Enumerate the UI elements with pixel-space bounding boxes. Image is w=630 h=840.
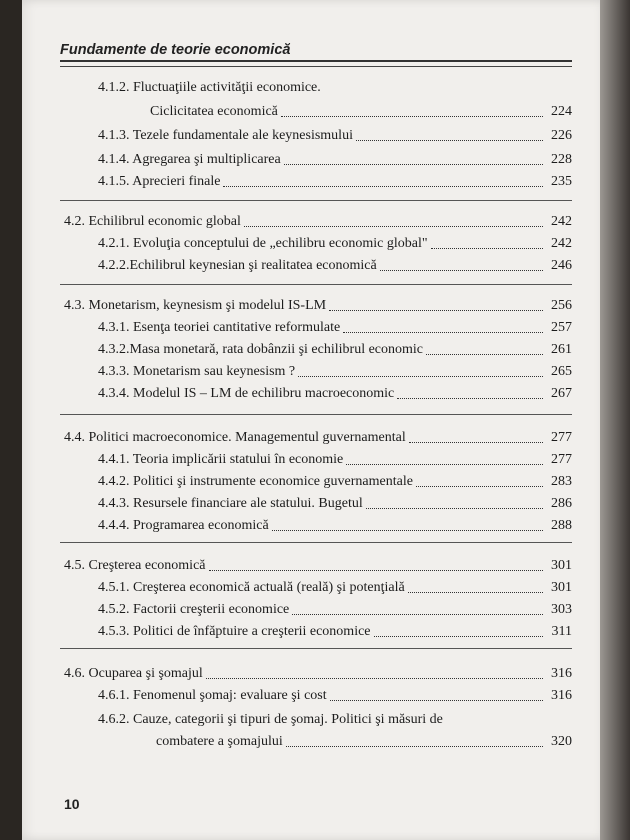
dot-leader <box>343 331 543 333</box>
toc-entry-4-1-2 <box>150 102 572 122</box>
toc-page-number: 286 <box>551 496 572 511</box>
dot-leader <box>416 485 543 487</box>
toc-entry-4-5 <box>64 556 572 576</box>
toc-page-number: 267 <box>551 386 572 401</box>
toc-entry-4-3-3 <box>98 362 572 382</box>
toc-entry-4-6-1 <box>98 686 572 706</box>
toc-entry-4-5-2 <box>98 600 572 620</box>
section-divider <box>60 284 572 285</box>
header-rule <box>60 60 572 62</box>
toc-page-number: 261 <box>551 342 572 357</box>
toc-entry-title: 4.1.5. Aprecieri finale <box>98 174 221 189</box>
toc-page-number: 277 <box>551 430 572 445</box>
toc-entry-4-3-4 <box>98 384 572 404</box>
toc-entry-4-2-1 <box>98 234 572 254</box>
toc-entry-title: 4.3.4. Modelul IS – LM de echilibru macroeconomic <box>98 386 395 401</box>
dot-leader <box>272 529 543 531</box>
toc-entry-title: 4.6. Ocuparea şi şomajul <box>64 666 203 681</box>
page-number: 10 <box>64 796 80 812</box>
toc-entry-4-2-2 <box>98 256 572 276</box>
toc-entry-4-2 <box>64 212 572 232</box>
toc-entry-4-4-4 <box>98 516 572 536</box>
toc-entry-title: 4.1.3. Tezele fundamentale ale keynesismului <box>98 128 353 143</box>
toc-entry-title: 4.3. Monetarism, keynesism şi modelul IS-LM <box>64 298 327 313</box>
toc-entry-title: 4.1.4. Agregarea şi multiplicarea <box>98 152 281 167</box>
dot-leader <box>431 247 543 249</box>
toc-entry-title: 4.4.1. Teoria implicării statului în economie <box>98 452 344 467</box>
section-divider <box>60 648 572 649</box>
dot-leader <box>298 375 543 377</box>
toc-entry-title: 4.5.3. Politici de înfăptuire a creşterii economice <box>98 624 371 639</box>
dot-leader <box>281 115 543 117</box>
toc-page-number: 303 <box>551 602 572 617</box>
dot-leader <box>356 139 543 141</box>
toc-page-number: 235 <box>551 174 572 189</box>
dot-leader <box>380 269 543 271</box>
dot-leader <box>374 635 543 637</box>
toc-entry-4-4 <box>64 428 572 448</box>
dot-leader <box>330 699 543 701</box>
dot-leader <box>223 185 543 187</box>
dot-leader <box>286 745 543 747</box>
toc-page-number: 256 <box>551 298 572 313</box>
dot-leader <box>209 569 544 571</box>
toc-entry-title: 4.2.2.Echilibrul keynesian şi realitatea economică <box>98 258 377 273</box>
dot-leader <box>206 677 543 679</box>
toc-entry-4-3 <box>64 296 572 316</box>
toc-entry-title: 4.4.3. Resursele financiare ale statului. Bugetul <box>98 496 363 511</box>
toc-page-number: 277 <box>551 452 572 467</box>
toc-page-number: 246 <box>551 258 572 273</box>
section-divider <box>60 414 572 415</box>
dot-leader <box>426 353 543 355</box>
toc-entry-4-3-2 <box>98 340 572 360</box>
toc-page-number: 316 <box>551 688 572 703</box>
toc-entry-title: 4.3.2.Masa monetară, rata dobânzii şi echilibrul economic <box>98 342 424 357</box>
toc-entry-4-6 <box>64 664 572 684</box>
toc-page-number: 224 <box>551 104 572 119</box>
dot-leader <box>292 613 543 615</box>
toc-page-number: 283 <box>551 474 572 489</box>
toc-entry-4-1-4 <box>98 150 572 170</box>
toc-entry-title: 4.5. Creşterea economică <box>64 558 206 573</box>
toc-entry-title: Ciclicitatea economică <box>150 104 278 119</box>
dot-leader <box>366 507 543 509</box>
toc-entry-4-6-2-line1: 4.6.2. Cauze, categorii şi tipuri de şomaj. Politici şi măsuri de <box>98 712 443 727</box>
toc-entry-4-4-3 <box>98 494 572 514</box>
toc-entry-title: 4.4. Politici macroeconomice. Managementul guvernamental <box>64 430 406 445</box>
toc-entry-4-5-3 <box>98 622 572 642</box>
dot-leader <box>397 397 543 399</box>
toc-entry-title: 4.2.1. Evoluţia conceptului de „echilibru economic global" <box>98 236 428 251</box>
dot-leader <box>329 309 543 311</box>
toc-entry-4-1-3 <box>98 126 572 146</box>
toc-entry-title: 4.4.2. Politici şi instrumente economice guvernamentale <box>98 474 413 489</box>
toc-page-number: 228 <box>551 152 572 167</box>
toc-entry-4-4-2 <box>98 472 572 492</box>
toc-entry-title: 4.6.1. Fenomenul şomaj: evaluare şi cost <box>98 688 327 703</box>
dot-leader <box>409 441 543 443</box>
toc-page-number: 320 <box>551 734 572 749</box>
dot-leader <box>408 591 543 593</box>
toc-page-number: 226 <box>551 128 572 143</box>
toc-entry-title: 4.4.4. Programarea economică <box>98 518 269 533</box>
toc-page-number: 288 <box>551 518 572 533</box>
section-divider <box>60 200 572 201</box>
header-rule-thin <box>60 66 572 67</box>
dot-leader <box>244 225 543 227</box>
page-edge-shadow <box>600 0 630 840</box>
toc-entry-4-6-2 <box>156 732 572 752</box>
toc-page-number: 265 <box>551 364 572 379</box>
toc-entry-title: 4.3.1. Esenţa teoriei cantitative reformulate <box>98 320 341 335</box>
toc-page-number: 257 <box>551 320 572 335</box>
toc-page-number: 301 <box>551 558 572 573</box>
toc-page-number: 316 <box>551 666 572 681</box>
toc-page-number: 242 <box>551 236 572 251</box>
toc-page-number: 242 <box>551 214 572 229</box>
toc-entry-4-5-1 <box>98 578 572 598</box>
toc-entry-title: combatere a şomajului <box>156 734 283 749</box>
toc-entry-title: 4.5.1. Creşterea economică actuală (reală) şi potenţială <box>98 580 405 595</box>
dot-leader <box>284 163 543 165</box>
toc-entry-4-1-2-line1: 4.1.2. Fluctuaţiile activităţii economice. <box>98 80 321 95</box>
toc-page-number: 311 <box>551 624 572 639</box>
toc-entry-title: 4.5.2. Factorii creşterii economice <box>98 602 290 617</box>
running-head: Fundamente de teorie economică <box>60 42 291 58</box>
toc-entry-4-1-5 <box>98 172 572 192</box>
section-divider <box>60 542 572 543</box>
toc-entry-4-4-1 <box>98 450 572 470</box>
dot-leader <box>346 463 543 465</box>
toc-page-number: 301 <box>551 580 572 595</box>
toc-entry-title: 4.2. Echilibrul economic global <box>64 214 241 229</box>
toc-entry-title: 4.3.3. Monetarism sau keynesism ? <box>98 364 296 379</box>
toc-entry-4-3-1 <box>98 318 572 338</box>
